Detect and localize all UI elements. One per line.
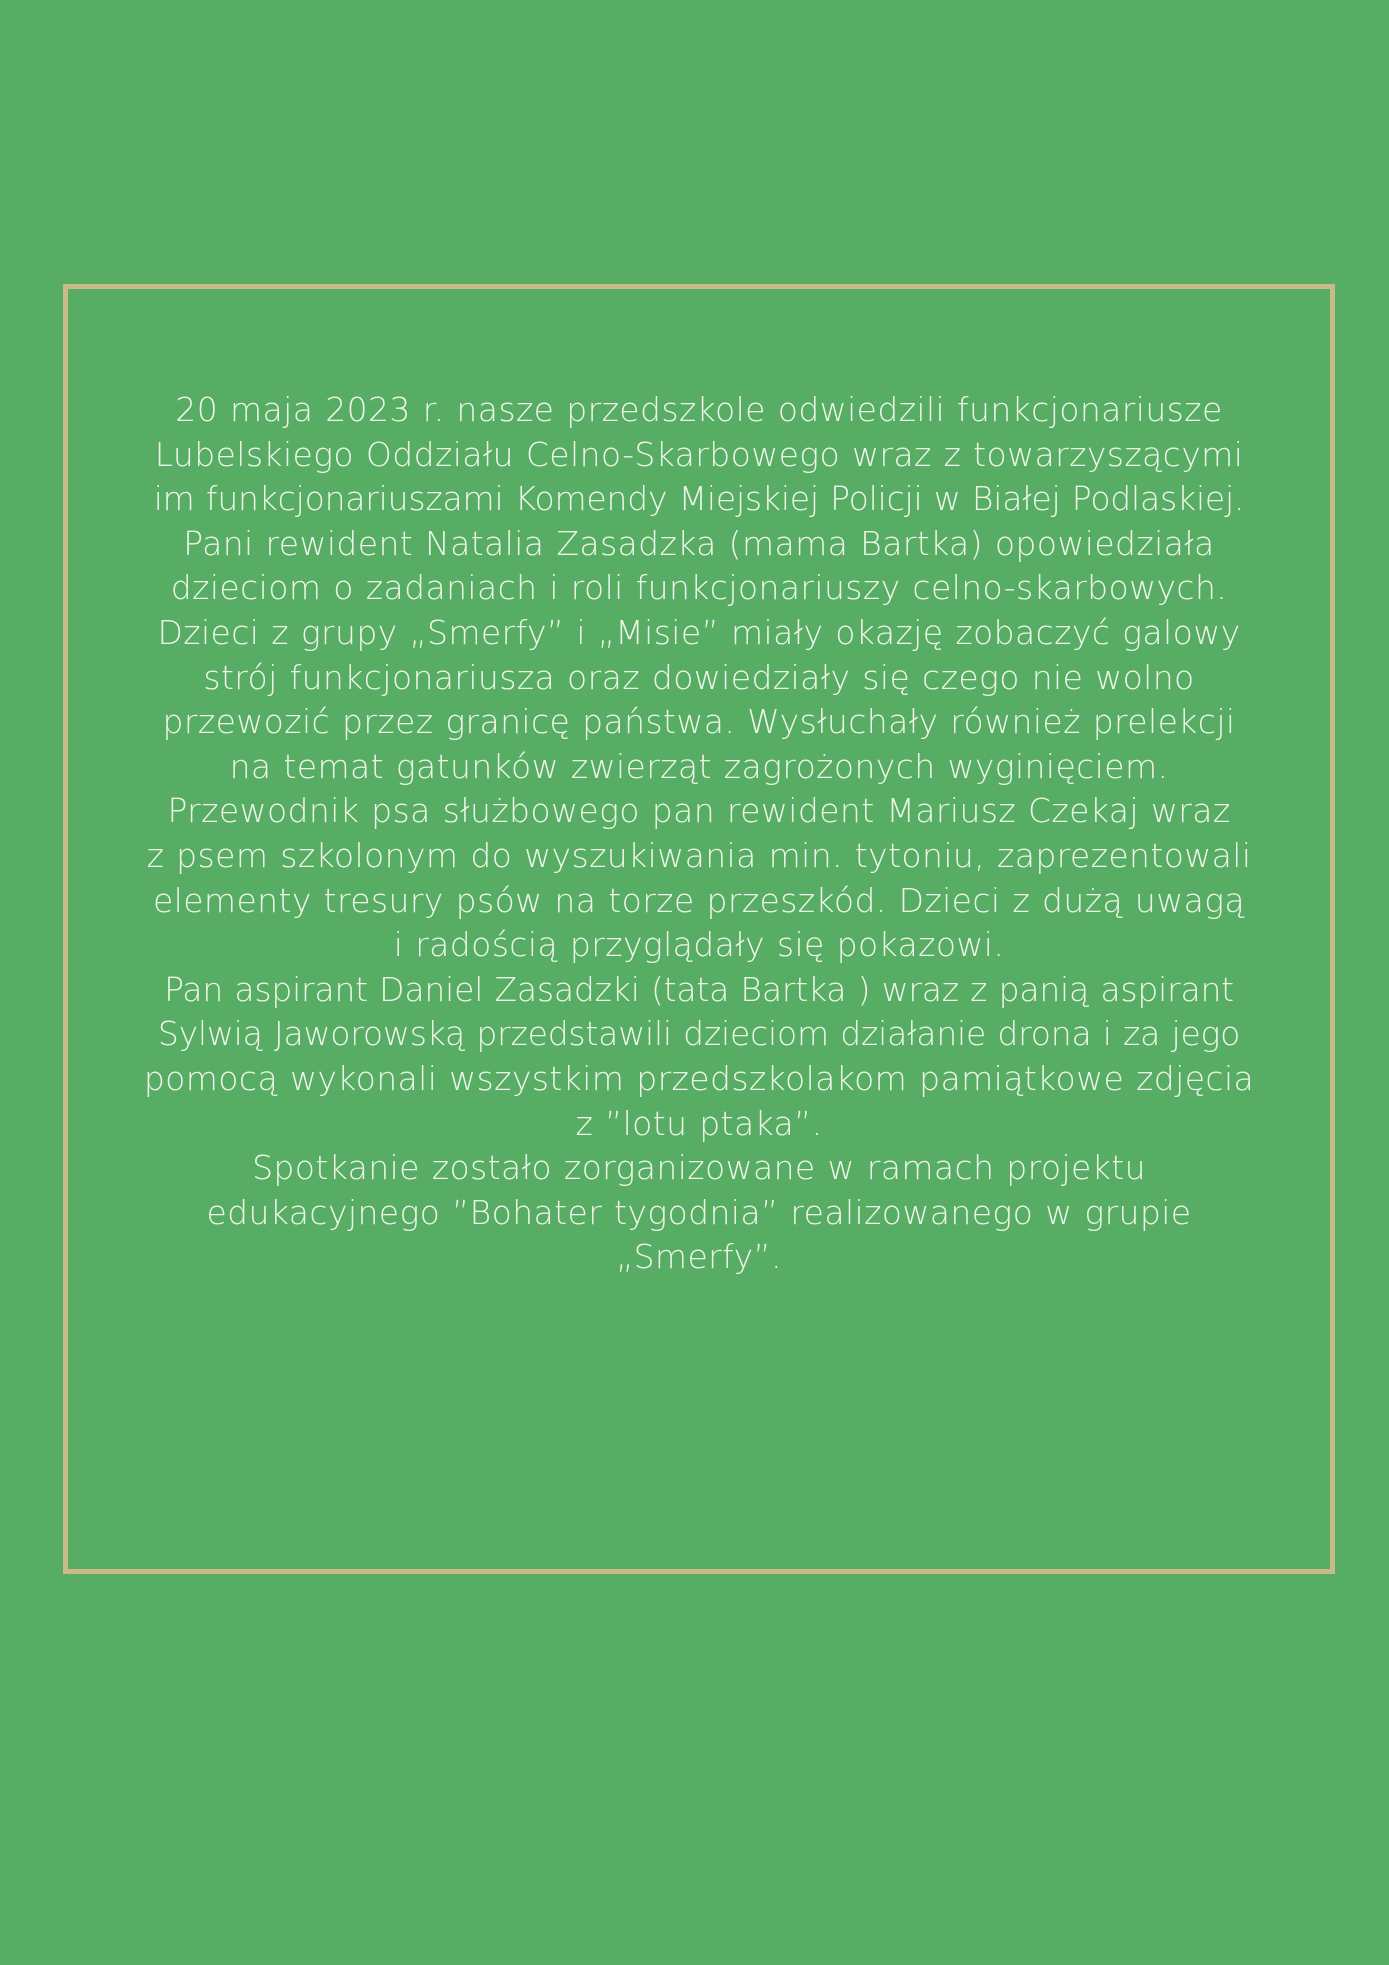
article-line: Spotkanie zostało zorganizowane w ramach projektu xyxy=(252,1148,1146,1188)
article-line: i radością przyglądały się pokazowi. xyxy=(393,925,1005,965)
article-line: Pani rewident Natalia Zasadzka (mama Bartka) opowiedziała xyxy=(183,523,1215,563)
article-line: z ”lotu ptaka”. xyxy=(575,1103,823,1143)
article-line: „Smerfy”. xyxy=(616,1237,782,1277)
article-text xyxy=(68,388,1330,1280)
article-line: elementy tresury psów na torze przeszkód. Dzieci z dużą uwagą xyxy=(152,880,1246,920)
article-line: Dzieci z grupy „Smerfy” i „Misie” miały okazję zobaczyć galowy xyxy=(157,612,1241,652)
article-line: Sylwią Jaworowską przedstawili dzieciom działanie drona i za jego xyxy=(157,1014,1241,1054)
article-line: Lubelskiego Oddziału Celno-Skarbowego wraz z towarzyszącymi xyxy=(154,434,1244,474)
article-line: Pan aspirant Daniel Zasadzki (tata Bartka ) wraz z panią aspirant xyxy=(164,969,1234,1009)
article-line: strój funkcjonariusza oraz dowiedziały się czego nie wolno xyxy=(203,657,1195,697)
article-line: dzieciom o zadaniach i roli funkcjonariuszy celno-skarbowych. xyxy=(170,568,1228,608)
article-line: edukacyjnego ”Bohater tygodnia” realizowanego w grupie xyxy=(206,1192,1192,1232)
article-line: przewozić przez granicę państwa. Wysłuchały również prelekcji xyxy=(162,702,1236,742)
article-line: z psem szkolonym do wyszukiwania min. tytoniu, zaprezentowali xyxy=(146,835,1252,875)
text-frame xyxy=(63,284,1335,1574)
article-line: 20 maja 2023 r. nasze przedszkole odwiedzili funkcjonariusze xyxy=(175,390,1223,429)
article-line: na temat gatunków zwierząt zagrożonych wyginięciem. xyxy=(229,746,1169,786)
article-line: pomocą wykonali wszystkim przedszkolakom pamiątkowe zdjęcia xyxy=(143,1058,1255,1098)
article-line: im funkcjonariuszami Komendy Miejskiej Policji w Białej Podlaskiej. xyxy=(153,479,1245,519)
article-line: Przewodnik psa służbowego pan rewident Mariusz Czekaj wraz xyxy=(167,791,1231,831)
